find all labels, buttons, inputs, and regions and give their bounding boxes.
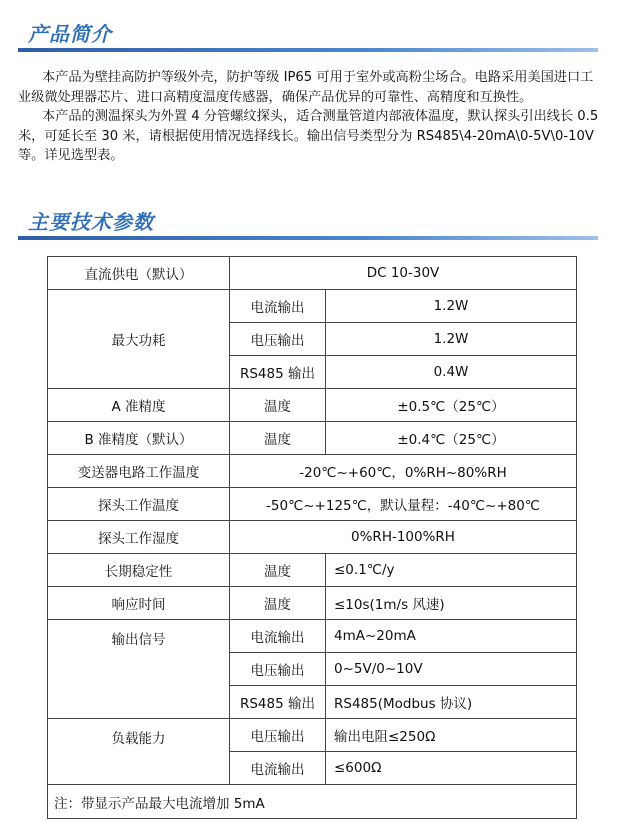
intro-paragraph-2: 本产品的测温探头为外置 4 分管螺纹探头，适合测量管道内部液体温度，默认探头引出线长 0.5 米，可延长至 30 米，请根据使用情况选择线长。输出信号类型分为 RS485\4-20mA\0-5V\0-10V 等。详见选型表。 <box>18 109 599 163</box>
section-rule-spec <box>18 236 598 240</box>
table-row <box>48 257 577 290</box>
probe-humidity-value: 0%RH-100%RH <box>230 521 577 554</box>
load-label: 负载能力 <box>48 719 230 785</box>
response-label: 响应时间 <box>48 587 230 620</box>
a-accuracy-label: A 准精度 <box>48 389 230 422</box>
probe-temp-value: -50℃~+125℃，默认量程：-40℃~+80℃ <box>230 488 577 521</box>
table-row <box>48 620 577 653</box>
max-power-value: 1.2W <box>326 323 577 356</box>
circuit-temp-label: 变送器电路工作温度 <box>48 455 230 488</box>
stability-label: 长期稳定性 <box>48 554 230 587</box>
load-value: 输出电阻≤250Ω <box>326 719 577 752</box>
b-accuracy-label: B 准精度（默认） <box>48 422 230 455</box>
section-title-spec: 主要技术参数 <box>28 210 154 234</box>
section-rule-intro <box>18 48 598 52</box>
probe-temp-label: 探头工作温度 <box>48 488 230 521</box>
probe-humidity-label: 探头工作湿度 <box>48 521 230 554</box>
circuit-temp-value: -20℃~+60℃，0%RH~80%RH <box>230 455 577 488</box>
max-power-value: 0.4W <box>326 356 577 389</box>
power-label: 直流供电（默认） <box>48 257 230 290</box>
table-row <box>48 521 577 554</box>
max-power-label: 最大功耗 <box>48 290 230 389</box>
output-value: 0~5V/0~10V <box>326 653 577 686</box>
load-sub: 电压输出 <box>230 719 326 752</box>
table-row <box>48 488 577 521</box>
max-power-sub: 电压输出 <box>230 323 326 356</box>
table-row <box>48 785 577 819</box>
power-value: DC 10-30V <box>230 257 577 290</box>
output-sub: RS485 输出 <box>230 686 326 719</box>
output-sub: 电流输出 <box>230 620 326 653</box>
spec-table <box>47 256 577 819</box>
stability-sub: 温度 <box>230 554 326 587</box>
table-row <box>48 290 577 323</box>
stability-value: ≤0.1℃/y <box>326 554 577 587</box>
output-value: 4mA~20mA <box>326 620 577 653</box>
load-value: ≤600Ω <box>326 752 577 785</box>
table-row <box>48 554 577 587</box>
table-row <box>48 389 577 422</box>
output-sub: 电压输出 <box>230 653 326 686</box>
table-row <box>48 587 577 620</box>
output-label: 输出信号 <box>48 620 230 719</box>
section-title-intro: 产品简介 <box>28 22 112 46</box>
intro-text <box>18 68 606 166</box>
table-row <box>48 455 577 488</box>
intro-paragraph-1: 本产品为壁挂高防护等级外壳，防护等级 IP65 可用于室外或高粉尘场合。电路采用美国进口工业级微处理器芯片、进口高精度温度传感器，确保产品优异的可靠性、高精度和互换性。 <box>18 70 594 105</box>
a-accuracy-sub: 温度 <box>230 389 326 422</box>
output-value: RS485(Modbus 协议) <box>326 686 577 719</box>
b-accuracy-sub: 温度 <box>230 422 326 455</box>
table-note: 注：带显示产品最大电流增加 5mA <box>48 785 577 819</box>
table-row <box>48 719 577 752</box>
a-accuracy-value: ±0.5℃（25℃） <box>326 389 577 422</box>
b-accuracy-value: ±0.4℃（25℃） <box>326 422 577 455</box>
max-power-sub: 电流输出 <box>230 290 326 323</box>
response-value: ≤10s(1m/s 风速) <box>326 587 577 620</box>
max-power-sub: RS485 输出 <box>230 356 326 389</box>
table-row <box>48 422 577 455</box>
response-sub: 温度 <box>230 587 326 620</box>
max-power-value: 1.2W <box>326 290 577 323</box>
load-sub: 电流输出 <box>230 752 326 785</box>
